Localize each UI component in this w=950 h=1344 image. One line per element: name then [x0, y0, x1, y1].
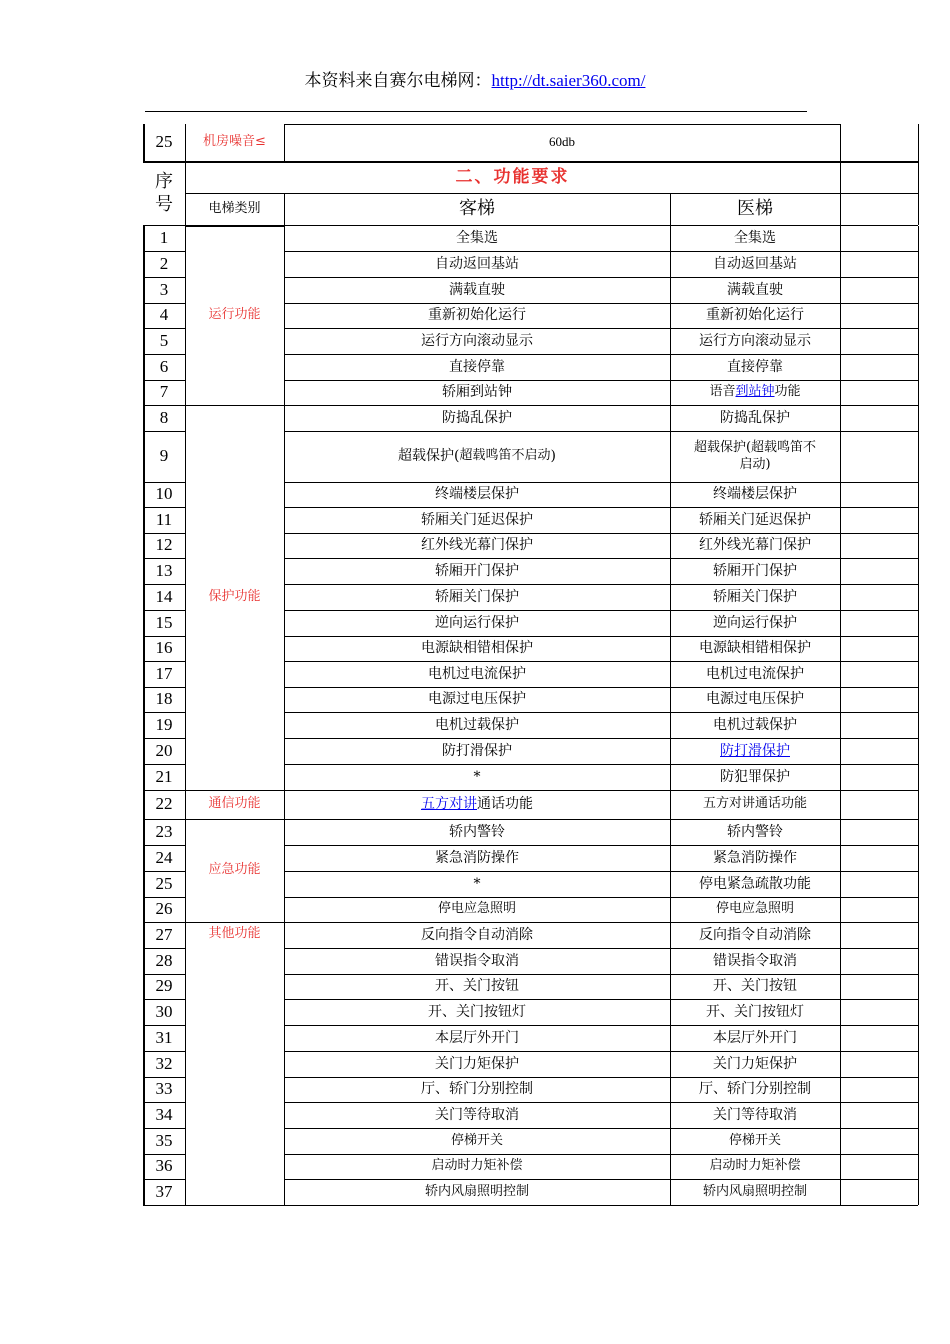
passenger-function-cell: [284, 712, 670, 738]
row-number: 34: [155, 1104, 173, 1124]
header-rule: [145, 111, 807, 112]
medical-function-cell: [670, 661, 840, 687]
row-number-cell: [143, 790, 185, 819]
medical-function-cell: [670, 636, 840, 661]
row-number: 21: [155, 766, 173, 786]
medical-function-link[interactable]: 到站钟: [735, 384, 775, 400]
medical-function-cell: [670, 1102, 840, 1128]
passenger-function: 轿厢关门保护: [435, 588, 519, 605]
col-header-passenger: [284, 193, 670, 225]
passenger-function-cell: [284, 380, 670, 405]
row-number: 4: [159, 305, 169, 325]
row-number: 6: [159, 356, 169, 376]
passenger-function-cell: [284, 845, 670, 871]
passenger-function-cell: [284, 687, 670, 712]
section-title-text: 二、功能要求: [455, 166, 570, 187]
function-group-label: 其他功能: [208, 926, 261, 941]
medical-function-cell: [670, 354, 840, 380]
medical-function: 功能: [774, 384, 801, 400]
passenger-function: 启动时力矩补偿: [431, 1158, 523, 1174]
row-number-cell: [143, 999, 185, 1025]
passenger-function: 红外线光幕门保护: [421, 537, 533, 554]
passenger-function: 电机过载保护: [435, 716, 519, 733]
medical-function-cell: [670, 999, 840, 1025]
medical-function: 超载保护(超载鸣笛不: [693, 439, 817, 455]
passenger-function: *: [473, 768, 481, 785]
passenger-function: 关门等待取消: [435, 1106, 519, 1123]
medical-function-cell: [670, 226, 840, 251]
medical-function: 开、关门按钮: [713, 978, 797, 995]
medical-function-cell: [670, 1179, 840, 1205]
function-group-emergency: [185, 819, 284, 922]
passenger-function: 电源缺相错相保护: [421, 640, 533, 657]
medical-function-cell: [670, 712, 840, 738]
grid-line: [670, 193, 671, 225]
medical-function: 逆向运行保护: [713, 614, 797, 631]
passenger-function: 通话功能: [477, 796, 533, 813]
col-header-medical: [670, 193, 840, 225]
medical-function: 电源过电压保护: [706, 691, 804, 708]
row-number-cell: [143, 507, 185, 533]
passenger-function: 轿厢开门保护: [435, 562, 519, 579]
row-number: 13: [155, 560, 173, 580]
medical-function-cell: [670, 277, 840, 303]
row-number-cell: [143, 897, 185, 922]
row-number: 11: [155, 509, 173, 529]
passenger-function: 重新初始化运行: [428, 307, 526, 324]
row-number: 10: [155, 484, 173, 504]
function-group-label: 应急功能: [208, 862, 261, 878]
medical-function: 本层厅外开门: [713, 1029, 797, 1046]
medical-elevator-header: 医梯: [737, 198, 773, 220]
row-number: 9: [159, 446, 169, 466]
row-number-cell: [143, 610, 185, 636]
row-number-cell: [143, 764, 185, 790]
grid-line: [185, 1205, 284, 1206]
passenger-function: 轿内警铃: [449, 823, 505, 840]
passenger-function-cell: [284, 1077, 670, 1102]
row-number-cell: [143, 1128, 185, 1154]
medical-function: 停电应急照明: [715, 901, 794, 917]
passenger-function-cell: [284, 790, 670, 819]
passenger-function-cell: [284, 226, 670, 251]
medical-function: 轿内风扇照明控制: [702, 1183, 807, 1199]
row-number: 14: [155, 586, 173, 606]
row-number-cell: [143, 277, 185, 303]
medical-function-cell: [670, 482, 840, 507]
medical-function-cell: [670, 251, 840, 277]
passenger-function: 轿内风扇照明控制: [424, 1183, 529, 1199]
medical-function: 轿厢关门延迟保护: [699, 511, 811, 528]
passenger-function-cell: [284, 764, 670, 790]
medical-function: 五方对讲通话功能: [702, 796, 807, 812]
medical-function-cell: [670, 845, 840, 871]
medical-function-cell: [670, 819, 840, 845]
grid-line: [284, 124, 840, 125]
row-number-cell: [143, 871, 185, 897]
passenger-function-cell: [284, 328, 670, 354]
passenger-function-cell: [284, 1102, 670, 1128]
grid-line: [143, 1205, 185, 1206]
row-number: 3: [159, 279, 169, 299]
row-number-cell: [143, 328, 185, 354]
grid-line: [185, 161, 186, 225]
row-number-cell: [143, 303, 185, 328]
passenger-function: 开、关门按钮: [435, 978, 519, 995]
row-number-cell: [143, 974, 185, 999]
row-number-cell: [143, 948, 185, 974]
medical-function-cell: [670, 584, 840, 610]
row-number-cell: [143, 405, 185, 431]
medical-function-cell: [670, 687, 840, 712]
medical-function-cell: [670, 1025, 840, 1051]
grid-line: [185, 193, 918, 194]
passenger-function-cell: [284, 974, 670, 999]
passenger-function-cell: [284, 405, 670, 431]
function-group-protect: [185, 405, 284, 790]
row-number: 27: [155, 924, 173, 944]
passenger-function-cell: [284, 661, 670, 687]
passenger-function: 关门力矩保护: [435, 1055, 519, 1072]
medical-function: 反向指令自动消除: [699, 926, 811, 943]
row-number-cell: [143, 661, 185, 687]
row-number-cell: [143, 1077, 185, 1102]
grid-line: [840, 124, 841, 161]
row-number: 25: [155, 132, 173, 152]
row-number-cell: [143, 431, 185, 482]
row-number: 29: [155, 976, 173, 996]
medical-function: 终端楼层保护: [713, 486, 797, 503]
passenger-function-cell: [284, 999, 670, 1025]
medical-function-cell: [670, 764, 840, 790]
medical-function: 停电紧急疏散功能: [699, 875, 811, 892]
medical-function-cell: [670, 897, 840, 922]
medical-function: 直接停靠: [727, 358, 783, 375]
row-number-cell: [143, 712, 185, 738]
medical-function: 停梯开关: [728, 1132, 781, 1148]
passenger-function-cell: [284, 303, 670, 328]
page-header: [0, 66, 950, 91]
row-number: 1: [159, 228, 169, 248]
passenger-function-cell: [284, 482, 670, 507]
passenger-function-cell: [284, 533, 670, 558]
passenger-function: 停电应急照明: [437, 901, 516, 917]
seq-label: 序: [155, 170, 173, 192]
noise-label: 机房噪音≤: [203, 134, 266, 150]
medical-function: 电机过载保护: [713, 716, 797, 733]
row-number: 5: [159, 330, 169, 350]
medical-function: 轿厢开门保护: [713, 562, 797, 579]
passenger-function: 逆向运行保护: [435, 614, 519, 631]
grid-line: [670, 226, 671, 1205]
medical-function: 重新初始化运行: [706, 307, 804, 324]
row-number: 7: [159, 382, 169, 402]
medical-function-link[interactable]: 防打滑保护: [720, 742, 790, 759]
function-group-comm: [185, 790, 284, 819]
row-number-cell: [143, 354, 185, 380]
passenger-function: 错误指令取消: [435, 952, 519, 969]
medical-function-cell: [670, 922, 840, 948]
medical-function: 错误指令取消: [713, 952, 797, 969]
passenger-function-cell: [284, 897, 670, 922]
grid-line: [918, 161, 919, 225]
row-number: 12: [155, 535, 173, 555]
row-number: 17: [155, 663, 173, 683]
medical-function-cell: [670, 1154, 840, 1179]
row-number-cell: [143, 1102, 185, 1128]
passenger-function-cell: [284, 558, 670, 584]
medical-function-cell: [670, 1051, 840, 1077]
passenger-function-cell: [284, 354, 670, 380]
row-number-cell: [143, 380, 185, 405]
passenger-function-cell: [284, 610, 670, 636]
section-title: [185, 161, 840, 193]
passenger-function: 全集选: [456, 230, 498, 247]
passenger-function: 停梯开关: [450, 1132, 503, 1148]
function-group-run: [185, 226, 284, 405]
passenger-function-cell: [284, 1025, 670, 1051]
medical-function: 轿内警铃: [727, 823, 783, 840]
passenger-function: 运行方向滚动显示: [421, 332, 533, 349]
passenger-function-cell: [284, 1179, 670, 1205]
medical-function-cell: [670, 871, 840, 897]
grid-line: [284, 124, 285, 161]
row-number: 19: [155, 714, 173, 734]
medical-function-cell: [670, 790, 840, 819]
medical-function: 运行方向滚动显示: [699, 332, 811, 349]
medical-function-cell: [670, 610, 840, 636]
passenger-function: 直接停靠: [449, 358, 505, 375]
function-group-other: [185, 922, 284, 1205]
passenger-function: 开、关门按钮灯: [428, 1003, 526, 1020]
grid-line: [840, 161, 841, 225]
passenger-function: 轿厢到站钟: [442, 384, 512, 401]
passenger-function-cell: [284, 507, 670, 533]
medical-function-cell: [670, 405, 840, 431]
row-number-cell: [143, 1025, 185, 1051]
medical-function-cell: [670, 1077, 840, 1102]
medical-function: 全集选: [734, 230, 776, 247]
passenger-function-cell: [284, 251, 670, 277]
passenger-function-cell: [284, 1128, 670, 1154]
row-number: 28: [155, 950, 173, 970]
top-row-value: [284, 124, 840, 161]
grid-line: [284, 226, 285, 1205]
function-group-label: 通信功能: [208, 796, 261, 812]
medical-function-cell: [670, 948, 840, 974]
grid-line: [918, 124, 919, 161]
medical-function: 紧急消防操作: [713, 849, 797, 866]
grid-line: [143, 226, 145, 1205]
passenger-function: 防打滑保护: [442, 742, 512, 759]
medical-function-cell: [670, 380, 840, 405]
medical-function: 轿厢关门保护: [713, 588, 797, 605]
passenger-function-note: 超载鸣笛不启动: [459, 448, 551, 464]
noise-value: 60db: [549, 134, 575, 150]
passenger-function: ): [550, 448, 556, 465]
passenger-function: 轿厢关门延迟保护: [421, 511, 533, 528]
row-number: 32: [155, 1053, 173, 1073]
grid-line: [284, 1205, 918, 1206]
row-number: 26: [155, 899, 173, 919]
medical-function-cell: [670, 533, 840, 558]
passenger-function: 电源过电压保护: [428, 691, 526, 708]
row-number-cell: [143, 482, 185, 507]
medical-function: 电机过电流保护: [706, 665, 804, 682]
passenger-function: 满载直驶: [449, 281, 505, 298]
medical-function-cell: [670, 303, 840, 328]
grid-line: [185, 124, 186, 161]
row-number-cell: [143, 1179, 185, 1205]
row-number: 20: [155, 740, 173, 760]
passenger-function-cell: [284, 819, 670, 845]
passenger-function-cell: [284, 948, 670, 974]
medical-function: 电源缺相错相保护: [699, 640, 811, 657]
grid-line: [918, 226, 919, 1205]
medical-function: 红外线光幕门保护: [699, 537, 811, 554]
medical-function: 开、关门按钮灯: [706, 1003, 804, 1020]
passenger-function-cell: [284, 636, 670, 661]
row-number-cell: [143, 845, 185, 871]
grid-line: [185, 226, 186, 1205]
passenger-function: 终端楼层保护: [435, 486, 519, 503]
medical-function: 防犯罪保护: [720, 768, 790, 785]
row-number-cell: [143, 738, 185, 764]
medical-function: 厅、轿门分别控制: [699, 1081, 811, 1098]
top-row-label: [185, 124, 284, 161]
row-number: 36: [155, 1156, 173, 1176]
medical-function: 启动时力矩补偿: [709, 1158, 801, 1174]
medical-function-cell: [670, 1128, 840, 1154]
row-number-cell: [143, 687, 185, 712]
medical-function-cell: [670, 328, 840, 354]
row-number: 33: [155, 1079, 173, 1099]
passenger-function: 厅、轿门分别控制: [421, 1081, 533, 1098]
function-group-label: 运行功能: [208, 307, 261, 323]
medical-function: 关门等待取消: [713, 1106, 797, 1123]
passenger-elevator-header: 客梯: [459, 198, 495, 220]
passenger-function-cell: [284, 922, 670, 948]
elevator-type-label: 电梯类别: [208, 200, 261, 216]
medical-function-cell: [670, 558, 840, 584]
row-number-cell: [143, 584, 185, 610]
passenger-function: 反向指令自动消除: [421, 926, 533, 943]
passenger-function-cell: [284, 277, 670, 303]
seq-label: 号: [155, 194, 173, 215]
row-number: 22: [155, 794, 173, 814]
passenger-function: *: [473, 875, 481, 892]
row-number: 31: [155, 1027, 173, 1047]
grid-line: [840, 226, 841, 1205]
medical-function-cell: [670, 431, 840, 482]
passenger-function-cell: [284, 1154, 670, 1179]
medical-function-cell: [670, 507, 840, 533]
passenger-function-cell: [284, 584, 670, 610]
passenger-function-link[interactable]: 五方对讲: [421, 796, 477, 813]
row-number: 25: [155, 873, 173, 893]
medical-function: 关门力矩保护: [713, 1055, 797, 1072]
medical-function: 自动返回基站: [713, 255, 797, 272]
medical-function: 满载直驶: [727, 281, 783, 298]
row-number: 37: [155, 1181, 173, 1201]
seq-header: [143, 161, 185, 225]
header-prefix: 本资料来自赛尔电梯网：: [304, 71, 492, 91]
row-number: 18: [155, 689, 173, 709]
row-number-cell: [143, 922, 185, 948]
grid-line: [284, 193, 285, 225]
passenger-function-cell: [284, 431, 670, 482]
row-number: 8: [159, 407, 169, 427]
passenger-function: 紧急消防操作: [435, 849, 519, 866]
medical-function-cell: [670, 738, 840, 764]
passenger-function: 自动返回基站: [435, 255, 519, 272]
passenger-function: 本层厅外开门: [435, 1029, 519, 1046]
row-number-cell: [143, 533, 185, 558]
passenger-function-cell: [284, 738, 670, 764]
row-number: 16: [155, 638, 173, 658]
medical-function: 防捣乱保护: [720, 409, 790, 426]
row-number: 2: [159, 253, 169, 273]
medical-function: 启动): [739, 456, 771, 472]
row-number: 23: [155, 821, 173, 841]
type-label: [185, 193, 284, 225]
header-url-link[interactable]: http://dt.saier360.com/: [491, 71, 646, 90]
row-number-cell: [143, 1051, 185, 1077]
row-number-cell: [143, 226, 185, 251]
medical-function: 语音: [709, 384, 736, 400]
passenger-function: 电机过电流保护: [428, 665, 526, 682]
passenger-function: 防捣乱保护: [442, 409, 512, 426]
row-number-cell: [143, 558, 185, 584]
function-group-label: 保护功能: [208, 589, 261, 605]
row-number: 35: [155, 1130, 173, 1150]
row-number-cell: [143, 636, 185, 661]
row-number: 30: [155, 1001, 173, 1021]
row-number: 15: [155, 612, 173, 632]
row-number: 24: [155, 847, 173, 867]
row-number-cell: [143, 1154, 185, 1179]
grid-line: [143, 124, 145, 161]
passenger-function-cell: [284, 871, 670, 897]
passenger-function-cell: [284, 1051, 670, 1077]
row-number-cell: [143, 251, 185, 277]
top-row-num: [143, 124, 185, 161]
row-number-cell: [143, 819, 185, 845]
passenger-function: 超载保护(: [398, 448, 460, 465]
medical-function-cell: [670, 974, 840, 999]
